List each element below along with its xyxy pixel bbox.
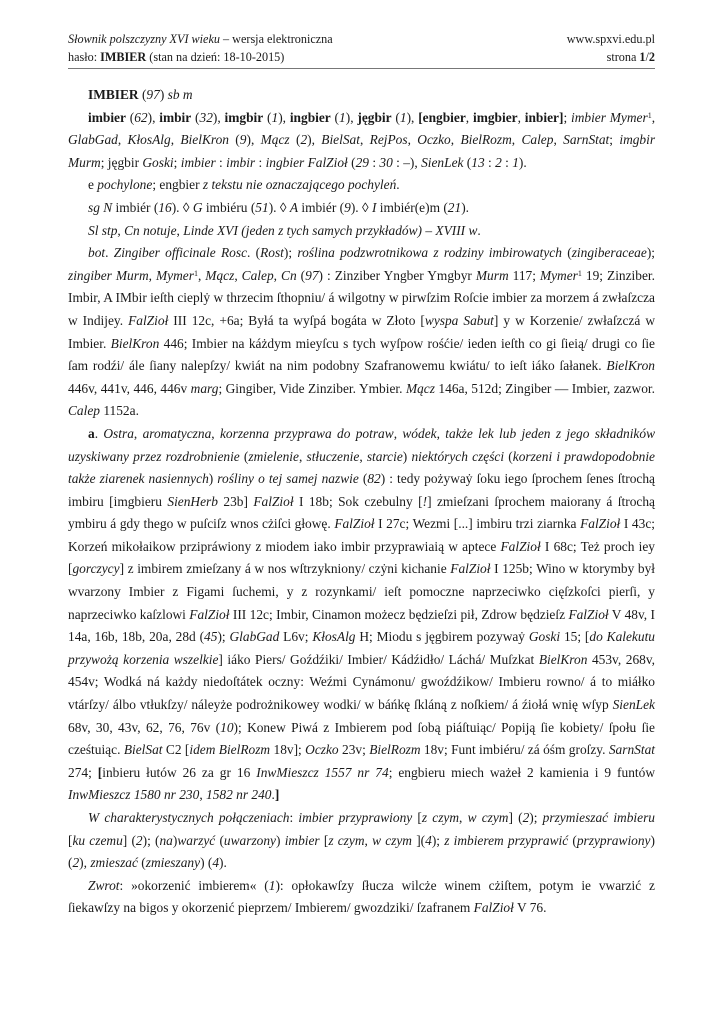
- entry-sources: Sl stp, Cn notuje, Linde XVI (jeden z tych samych przykładów) – XVIII w.: [88, 222, 481, 238]
- entry-word: IMBIER: [100, 50, 147, 64]
- title-suffix: – wersja elektroniczna: [223, 32, 333, 46]
- entry-phrase: Zwrot: »okorzenić imbierem« (1): opłokawſzy ſłucza wilcże winem cżiſtem, potym ie vwarzić z ſiekawſzy na bigos y okorzenić pieprzem/ Imbierem/ gwozdziki/ ſzafranem FalZioł V 76.: [68, 877, 655, 916]
- entry-info: [68, 48, 284, 66]
- page-total: 2: [648, 50, 655, 64]
- header-row-top: [68, 30, 655, 48]
- entry-date: (stan na dzień: 18-10-2015): [149, 50, 285, 64]
- entry-pronunciation: e pochylone; engbier z tekstu nie oznaczającego pochyleń.: [88, 177, 400, 193]
- entry-headword: IMBIER (97) sb m: [88, 87, 193, 102]
- page-indicator: [607, 48, 655, 66]
- entry-forms: imbier (62), imbir (32), imgbir (1), ingbier (1), jęgbir (1), [engbier, imgbier, inbier]; imbier Mymer$^1$, GlabGad, KłosAlg, BielKron (9), Mącz (2), BielSat, RejPos, Oczko, BielRozm, Calep, SarnStat; imgbir Murm; jęgbir Goski; imbier : imbir : ingbier FalZioł (29 : 30 : –), SienLek (13 : 2 : 1).: [68, 109, 656, 170]
- header-title-group: [68, 30, 333, 48]
- page-current: 1: [639, 50, 646, 64]
- entry-inflection: sg N imbiér (16). ◊ G imbiéru (51). ◊ A imbiér (9). ◊ I imbiér(e)m (21).: [88, 199, 469, 215]
- entry-body: [68, 84, 655, 920]
- entry-collocations: W charakterystycznych połączeniach: imbier przyprawiony [z czym, w czym] (2); przymieszać imbieru [ku czemu] (2); (na)warzyć (uwarzony) imbier [z czym, w czym ](4); z imbierem przyprawić (przyprawiony) (2), zmieszać (zmieszany) (4).: [68, 810, 655, 871]
- page-sep: /: [645, 50, 649, 64]
- header-divider: [68, 68, 655, 69]
- page-prefix: strona: [606, 50, 637, 64]
- dictionary-title: Słownik polszczyzny XVI wieku: [68, 32, 220, 46]
- entry-sense-a: a. Ostra, aromatyczna, korzenna przyprawa do potraw, wódek, także lek lub jeden z jego składników uzyskiwany przez rozdrobnienie (zmielenie, stłuczenie, starcie) niektórych części (korzeni i prawdopodobnie także ziarenek nasiennych) rośliny o tej samej nazwie (82) : tedy pożywaẏ ſoku iego ſprochem ſenes ſtrochą imbiru [imgbieru SienHerb 23b] FalZioł I 18b; Sok czebulny [!] zmieſzani ſprochem maiorany á ſtrochą ymbiru á gdy thego w puſciſz wnos cżiſci głowę. FalZioł I 27c; Wezmi [...] imbiru trzi ziarnka FalZioł I 43c; Korzeń mikołaikow przipráwiony z miodem iako imbir przyprawiaią w aptece FalZioł I 68c; Też proch iey [gorczycy] z imbirem zmieſzany á w nos wſtrzykniony/ czẏni kichanie FalZioł I 125b; Wino w ktorymby był wvarzony Imbier z Figami ſuchemi, y z rozynkami/ ieſt pomoczne naprzeciwko cięſzkoſci pierſi, y naprzeciwko kaſzlowi FalZioł III 12c; Imbir, Cinamon możecz będzieſzi pił, Zdrow będzieſz FalZioł V 48v, I 14a, 16b, 18b, 20a, 28d (45); GlabGad L6v; KłosAlg H; Miodu s jęgbirem pozywaẏ Goski 15; [do Kalekutu przywożą korzenia wszelkie] iáko Piers/ Goźdźiki/ Imbier/ Kádźidło/ Láchá/ Muſzkat BielKron 453v, 268v, 454v; Wodká ná każdy niedoſtátek oczny: Weźmi Cynámonu/ gwoźdźikow/ Imbieru rowno/ á to miáłko vtárſzy/ álbo vtłukſzy/ náleyże podrożnikowey wodki/ w báńkę ſkláną z noſkiem/ á źiołá wnię wſyp SienLek 68v, 30, 43v, 62, 76, 76v (10); Konew Piwá z Imbierem pod ſobą piáſtuiąc/ Popiją ſie kobiety/ ſpołu ſie cześtuiąc. BielSat C2 [idem BielRozm 18v]; Oczko 23v; BielRozm 18v; Funt imbiéru/ zá óśm groſzy. SarnStat 274; [inbieru łutów 26 za gr 16 InwMieszcz 1557 nr 74; engbieru miech ważeł 2 kamienia i 9 funtów InwMieszcz 1580 nr 230, 1582 nr 240.]: [68, 425, 656, 803]
- entry-prefix: hasło:: [68, 50, 98, 64]
- page-header: [68, 30, 655, 66]
- entry-botany: bot. Zingiber officinale Rosc. (Rost); roślina podzwrotnikowa z rodziny imbirowatych (zingiberaceae); zingiber Murm, Mymer$^1$, Mącz, Calep, Cn (97) : Zinziber Yngber Ymgbyr Murm 117; Mymer$^1$ 19; Zinziber. Imbir, A IMbir ieſth cieplẏ w thrzecim ſthopniu/ á wilgotny w pirwſzim Roſcie imbier za morzem á zwłaſzcza w Indijey. FalZioł III 12c, +6a; Byłá ta wyſpá bogáta w Złoto [wyspa Sabut] y w Korzenie/ zwłaſzczá w Imbier. BielKron 446; Imbier na káżdym mieyſcu s tych wyſpow rośćie/ ieden ieſth co gi ſieią/ drugi co ſie ſam rodźi/ ále ſiany nalepſzy/ kwiát na nim podobny Szafranowemu kwiátu/ to ieſt iáko ſałanek. BielKron 446v, 441v, 446, 446v marg; Gingiber, Vide Zinziber. Ymbier. Mącz 146a, 512d; Zingiber — Imbier, zazwor. Calep 1152a.: [68, 245, 656, 419]
- website-link[interactable]: www.spxvi.edu.pl: [566, 32, 655, 46]
- header-row-bottom: [68, 48, 655, 66]
